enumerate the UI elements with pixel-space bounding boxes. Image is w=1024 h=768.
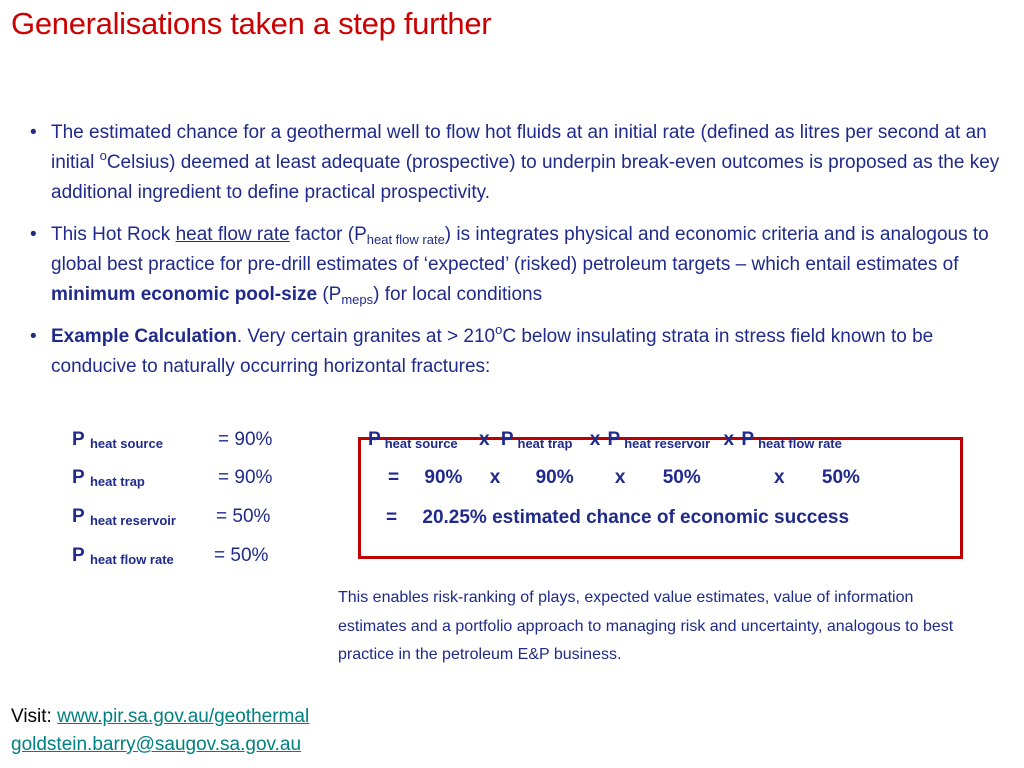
- prob-value: = 90%: [218, 467, 273, 488]
- bullet-list: [30, 118, 1005, 394]
- email-line: [11, 731, 309, 759]
- prob-sub: heat reservoir: [89, 513, 176, 528]
- prob-heat-flow-rate: [72, 545, 332, 567]
- values-line: [388, 467, 860, 489]
- visit-label: Visit:: [11, 706, 58, 727]
- bullet-1: [30, 118, 1005, 208]
- bullet-3-text-a: . Very certain granites at > 210: [236, 326, 496, 347]
- email-link[interactable]: goldstein.barry@saugov.sa.gov.au: [11, 734, 302, 755]
- meps-sub: meps: [341, 292, 374, 307]
- p-symbol: P: [500, 429, 514, 450]
- bullet-3-text-b: C below insulating strata in stress field known to be conducive to naturally occurring horizontal fractures:: [51, 326, 934, 377]
- p-symbol: P: [368, 429, 381, 450]
- bullet-dot: •: [30, 326, 37, 347]
- prob-value: = 90%: [218, 429, 273, 450]
- formula-sub-heat-trap: heat trap: [517, 436, 573, 451]
- bullet-2-text-b: factor (P: [289, 224, 367, 245]
- formula-sub-heat-flow-rate: heat flow rate: [758, 436, 842, 451]
- p-symbol: P: [72, 429, 85, 450]
- website-link[interactable]: www.pir.sa.gov.au/geothermal: [57, 706, 310, 727]
- times-sign: x: [589, 429, 601, 450]
- equals-sign: =: [386, 507, 398, 528]
- value-heat-flow-rate: 50%: [821, 467, 860, 488]
- degree-sup: o: [99, 148, 107, 163]
- degree-sup: o: [495, 322, 503, 337]
- visit-line: [11, 703, 309, 731]
- bullet-1-text-b: Celsius) deemed at least adequate (prospective) to underpin break-even outcomes is proposed as the key additional ingredient to define practical prospectivity.: [51, 152, 1000, 203]
- heat-flow-rate-underlined: heat flow rate: [175, 224, 290, 245]
- p-symbol: P: [72, 467, 85, 488]
- bullet-2: [30, 220, 1005, 310]
- prob-sub: heat flow rate: [89, 552, 174, 567]
- prob-heat-reservoir: [72, 506, 332, 528]
- times-sign: x: [774, 467, 785, 488]
- result-text: 20.25% estimated chance of economic success: [422, 507, 850, 528]
- result-line: [386, 507, 849, 529]
- times-sign: x: [723, 429, 735, 450]
- value-heat-reservoir: 50%: [662, 467, 701, 488]
- bullet-2-text-d: (P: [317, 284, 342, 305]
- example-calculation-label: Example Calculation: [51, 326, 237, 347]
- note-text: This enables risk-ranking of plays, expected value estimates, value of information estimates and a portfolio approach to managing risk and uncertainty, analogous to best practice in the petroleum E&P business.: [338, 589, 954, 663]
- formula-line: [368, 429, 842, 451]
- min-economic-pool-size: minimum economic pool-size: [51, 284, 318, 305]
- times-sign: x: [478, 429, 490, 450]
- prob-heat-trap: [72, 467, 332, 489]
- bullet-3: [30, 322, 1005, 382]
- bullet-1-text-a: The estimated chance for a geothermal well to flow hot fluids at an initial rate (defined as litres per second at an initial: [51, 122, 987, 173]
- prob-heat-source: [72, 429, 332, 451]
- p-symbol: P: [741, 429, 755, 450]
- value-heat-trap: 90%: [535, 467, 574, 488]
- prob-sub: heat source: [89, 436, 163, 451]
- bullet-2-text-c: ) is integrates physical and economic criteria and is analogous to global best practice for pre-drill estimates of ‘expected’ (risked) petroleum targets – which entail estimates of: [51, 224, 989, 275]
- p-symbol: P: [72, 506, 85, 527]
- prob-value: = 50%: [216, 506, 271, 527]
- prob-sub: heat trap: [89, 474, 145, 489]
- bullet-2-text-a: This Hot Rock: [51, 224, 176, 245]
- slide-title: Generalisations taken a step further: [11, 6, 492, 41]
- value-heat-source: 90%: [424, 467, 463, 488]
- prob-value: = 50%: [214, 545, 269, 566]
- bullet-dot: •: [30, 224, 37, 245]
- calculation-box: [358, 437, 963, 559]
- formula-sub-heat-source: heat source: [384, 436, 458, 451]
- times-sign: x: [614, 467, 626, 488]
- equals-sign: =: [388, 467, 400, 488]
- formula-sub-heat-reservoir: heat reservoir: [624, 436, 711, 451]
- bullet-2-text-e: ) for local conditions: [373, 284, 543, 305]
- heat-flow-rate-sub: heat flow rate: [366, 232, 445, 247]
- bullet-dot: •: [30, 122, 37, 143]
- times-sign: x: [489, 467, 501, 488]
- p-symbol: P: [72, 545, 85, 566]
- footer: [11, 703, 309, 759]
- p-symbol: P: [607, 429, 621, 450]
